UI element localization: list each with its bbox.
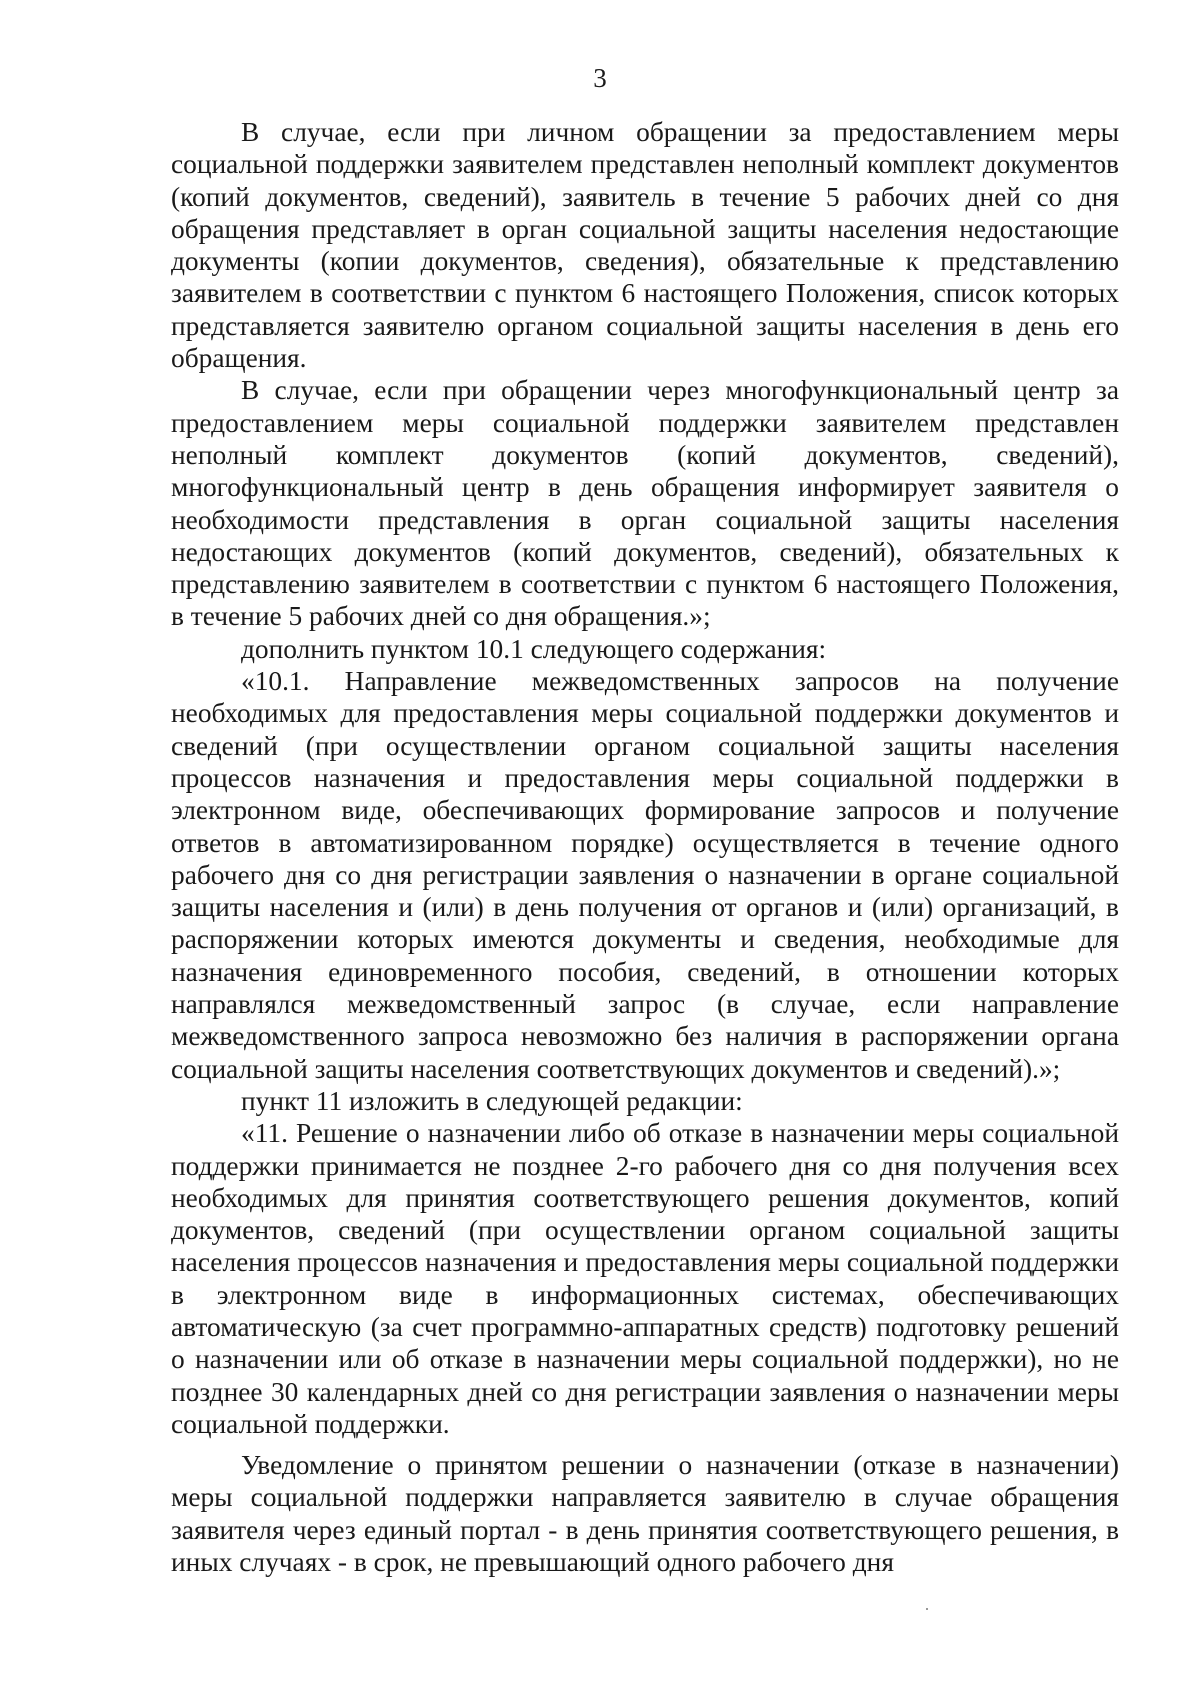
paragraph: «11. Решение о назначении либо об отказе в назначении меры социальной поддержки принимается не позднее 2-го рабочего дня со дня получения всех необходимых для принятия соответствующего решения документов, копий документов, сведений (при осуществлении органом социальной защиты населения процессов назначения и предоставления меры социальной поддержки в электронном виде в информационных системах, обеспечивающих автоматическую (за счет программно-аппаратных средств) подготовку решений о назначении или об отказе в назначении меры социальной поддержки), но не позднее 30 календарных дней со дня регистрации заявления о назначении меры социальной поддержки.: [171, 1118, 1119, 1439]
document-body: [171, 116, 1119, 1578]
paragraph: дополнить пунктом 10.1 следующего содержания:: [241, 633, 827, 664]
page-number: 3: [593, 63, 607, 93]
paragraph: пункт 11 изложить в следующей редакции:: [241, 1085, 743, 1116]
paragraph: Уведомление о принятом решении о назначении (отказе в назначении) меры социальной поддержки направляется заявителю в случае обращения заявителя через единый портал - в день принятия соответствующего решения, в иных случаях - в срок, не превышающий одного рабочего дня: [171, 1450, 1119, 1578]
paragraph: «10.1. Направление межведомственных запросов на получение необходимых для предоставления меры социальной поддержки документов и сведений (при осуществлении органом социальной защиты населения процессов назначения и предоставления меры социальной поддержки в электронном виде, обеспечивающих формирование запросов и получение ответов в автоматизированном порядке) осуществляется в течение одного рабочего дня со дня регистрации заявления о назначении в органе социальной защиты населения и (или) в день получения от органов и (или) организаций, в распоряжении которых имеются документы и сведения, необходимые для назначения единовременного пособия, сведений, в отношении которых направлялся межведомственный запрос (в случае, если направление межведомственного запроса невозможно без наличия в распоряжении органа социальной защиты населения соответствующих документов и сведений).»;: [171, 666, 1119, 1084]
paragraph: В случае, если при обращении через многофункциональный центр за предоставлением меры социальной поддержки заявителем представлен неполный комплект документов (копий документов, сведений), многофункциональный центр в день обращения информирует заявителя о необходимости представления в орган социальной защиты населения недостающих документов (копий документов, сведений), обязательных к представлению заявителем в соответствии с пунктом 6 настоящего Положения, в течение 5 рабочих дней со дня обращения.»;: [171, 375, 1119, 632]
paragraph: В случае, если при личном обращении за предоставлением меры социальной поддержки заявителем представлен неполный комплект документов (копий документов, сведений), заявитель в течение 5 рабочих дней со дня обращения представляет в орган социальной защиты населения недостающие документы (копии документов, сведения), обязательные к представлению заявителем в соответствии с пунктом 6 настоящего Положения, список которых представляется заявителю органом социальной защиты населения в день его обращения.: [171, 117, 1119, 374]
scan-speck: [926, 1608, 928, 1610]
